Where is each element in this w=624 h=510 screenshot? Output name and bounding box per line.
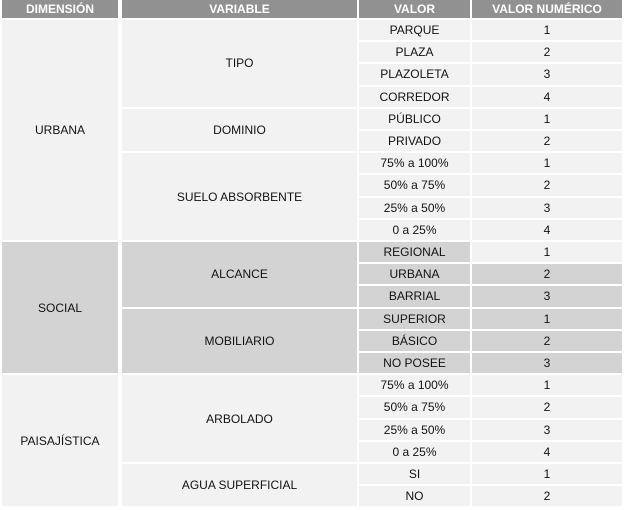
value-cell: 50% a 75% — [359, 397, 470, 417]
variable-cell: DOMINIO — [122, 109, 357, 151]
numeric-value-cell: 1 — [472, 375, 622, 395]
value-cell: URBANA — [359, 264, 470, 284]
variable-cell: MOBILIARIO — [122, 309, 357, 374]
value-cell: SUPERIOR — [359, 309, 470, 329]
value-cell: 75% a 100% — [359, 153, 470, 173]
numeric-value-cell: 2 — [472, 175, 622, 195]
numeric-value-cell: 2 — [472, 486, 622, 506]
value-cell: PARQUE — [359, 20, 470, 40]
numeric-value-cell: 3 — [472, 353, 622, 373]
value-cell: SI — [359, 464, 470, 484]
numeric-value-cell: 1 — [472, 153, 622, 173]
value-cell: BARRIAL — [359, 286, 470, 306]
numeric-value-cell: 3 — [472, 198, 622, 218]
value-cell: PLAZA — [359, 42, 470, 62]
numeric-value-cell: 2 — [472, 42, 622, 62]
numeric-value-cell: 4 — [472, 220, 622, 240]
value-cell: 75% a 100% — [359, 375, 470, 395]
variable-cell: AGUA SUPERFICIAL — [122, 464, 357, 506]
column-header: VALOR NUMÉRICO — [472, 0, 622, 18]
dimension-cell: URBANA — [2, 20, 118, 240]
numeric-value-cell: 3 — [472, 64, 622, 84]
numeric-value-cell: 4 — [472, 87, 622, 107]
value-cell: 25% a 50% — [359, 420, 470, 440]
numeric-value-cell: 1 — [472, 309, 622, 329]
column-header: DIMENSIÓN — [2, 0, 118, 18]
value-cell: NO — [359, 486, 470, 506]
numeric-value-cell: 3 — [472, 286, 622, 306]
value-cell: PLAZOLETA — [359, 64, 470, 84]
value-cell: PRIVADO — [359, 131, 470, 151]
numeric-value-cell: 2 — [472, 131, 622, 151]
column-header: VALOR — [359, 0, 470, 18]
value-cell: CORREDOR — [359, 87, 470, 107]
dimension-cell: SOCIAL — [2, 242, 118, 373]
numeric-value-cell: 1 — [472, 464, 622, 484]
value-cell: 0 a 25% — [359, 220, 470, 240]
variable-cell: TIPO — [122, 20, 357, 107]
numeric-value-cell: 1 — [472, 242, 622, 262]
numeric-value-cell: 4 — [472, 442, 622, 462]
numeric-value-cell: 2 — [472, 264, 622, 284]
value-cell: PÚBLICO — [359, 109, 470, 129]
value-cell: 50% a 75% — [359, 175, 470, 195]
variable-cell: ALCANCE — [122, 242, 357, 307]
value-cell: NO POSEE — [359, 353, 470, 373]
numeric-value-cell: 2 — [472, 331, 622, 351]
variable-cell: SUELO ABSORBENTE — [122, 153, 357, 240]
value-cell: 0 a 25% — [359, 442, 470, 462]
value-cell: BÁSICO — [359, 331, 470, 351]
variable-cell: ARBOLADO — [122, 375, 357, 462]
numeric-value-cell: 1 — [472, 109, 622, 129]
numeric-value-cell: 2 — [472, 397, 622, 417]
value-cell: 25% a 50% — [359, 198, 470, 218]
numeric-value-cell: 3 — [472, 420, 622, 440]
column-header: VARIABLE — [122, 0, 357, 18]
value-cell: REGIONAL — [359, 242, 470, 262]
numeric-value-cell: 1 — [472, 20, 622, 40]
dimension-cell: PAISAJÍSTICA — [2, 375, 118, 506]
